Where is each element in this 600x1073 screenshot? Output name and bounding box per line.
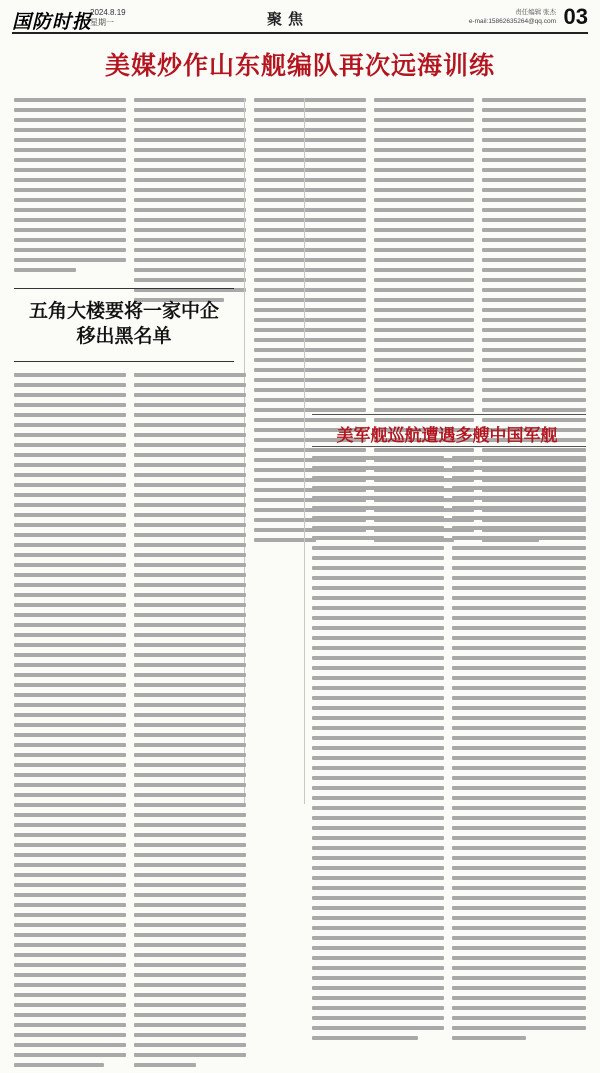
- article1-column-1: [14, 98, 126, 278]
- date-text: 2024.8.19: [90, 8, 126, 17]
- section-title: 聚焦: [267, 10, 310, 28]
- weekday-text: 星期一: [90, 18, 114, 27]
- article2-headline-box: [14, 288, 234, 362]
- article3-bottom-rule: [312, 446, 586, 447]
- issue-date: [90, 8, 126, 28]
- masthead-logo: 国防时报: [12, 11, 93, 33]
- article3-column-2: [452, 456, 586, 1046]
- article2-headline-line2: 移出黑名单: [76, 325, 172, 347]
- editor-line: 责任编辑 张杰: [515, 9, 556, 16]
- article2-headline-line1: 五角大楼要将一家中企: [28, 300, 219, 322]
- article3-column-1: [312, 456, 444, 1046]
- article2-column-1: [14, 373, 126, 1073]
- article3-headline: 美军舰巡航遭遇多艘中国军舰: [336, 426, 558, 446]
- page-header: [12, 6, 588, 34]
- editor-email: e-mail:15862635264@qq.com: [468, 18, 556, 25]
- page-number: 03: [563, 4, 588, 29]
- editor-info: [469, 8, 556, 26]
- article1-column-2: [134, 98, 246, 308]
- article2-column-2: [134, 373, 246, 1073]
- article1-headline: 美媒炒作山东舰编队再次远海训练: [104, 51, 495, 80]
- column-rule: [304, 98, 305, 804]
- article3-top-rule: [312, 414, 586, 415]
